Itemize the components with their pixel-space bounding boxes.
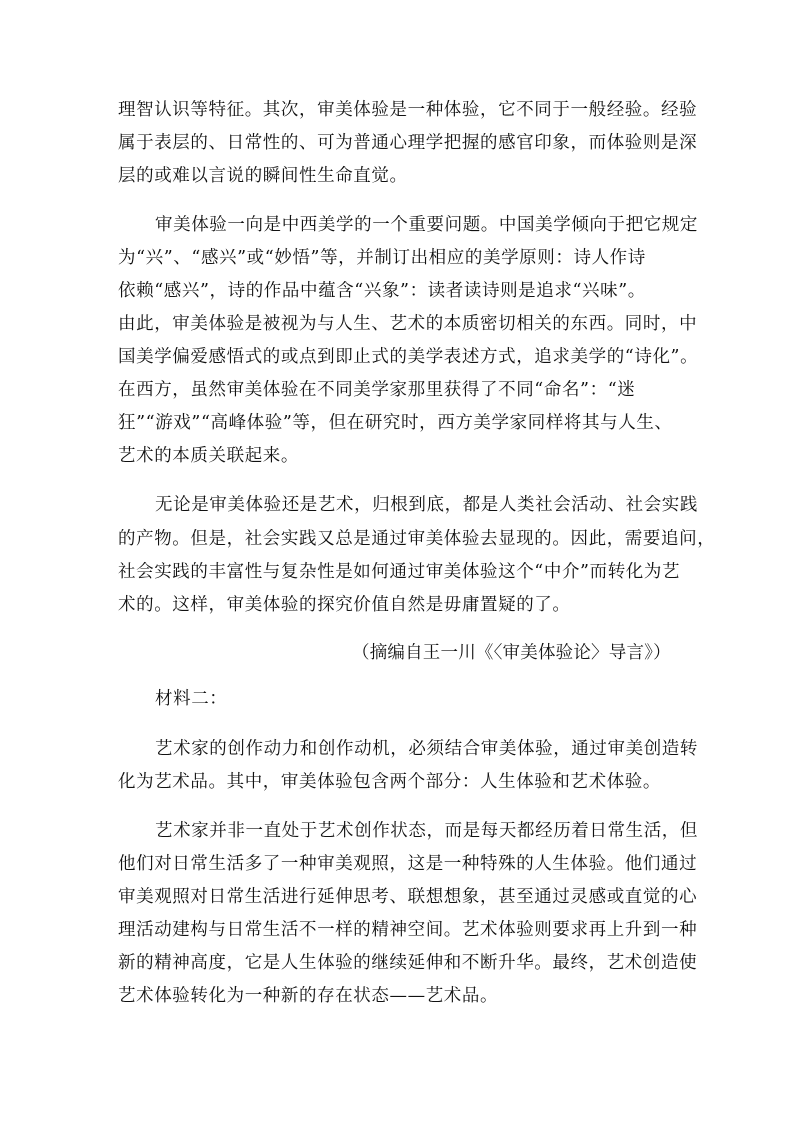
material-heading: 材料二： [155,689,228,709]
paragraph-3-line-4: 术的。这样，审美体验的探究价值自然是毋庸置疑的了。 [118,595,571,615]
paragraph-1-line-1: 理智认识等特征。其次，审美体验是一种体验，它不同于一般经验。经验 [118,100,698,120]
source-citation: （摘编自王一川《〈审美体验论〉导言》） [352,643,671,663]
paragraph-2-line-1: 审美体验一向是中西美学的一个重要问题。中国美学倾向于把它规定 [155,215,698,235]
material-paragraph-2-line-6: 艺术体验转化为一种新的存在状态——艺术品。 [118,986,499,1006]
material-paragraph-2-line-1: 艺术家并非一直处于艺术创作状态，而是每天都经历着日常生活，但 [155,821,698,841]
paragraph-1-line-3: 层的或难以言说的瞬间性生命直觉。 [118,166,408,186]
paragraph-2-line-8: 艺术的本质关联起来。 [118,446,299,466]
material-paragraph-2-line-5: 新的精神高度，它是人生体验的继续延伸和不断升华。最终，艺术创造使 [118,953,698,973]
material-paragraph-2-line-3: 审美观照对日常生活进行延伸思考、联想想象，甚至通过灵感或直觉的心 [118,887,698,907]
paragraph-3-line-3: 社会实践的丰富性与复杂性是如何通过审美体验这个“中介”而转化为艺 [118,562,681,582]
paragraph-3-line-1: 无论是审美体验还是艺术，归根到底，都是人类社会活动、社会实践 [155,495,698,515]
paragraph-3-line-2: 的产物。但是，社会实践又总是通过审美体验去显现的。因此，需要追问， [118,529,716,549]
paragraph-2-line-6: 在西方，虽然审美体验在不同美学家那里获得了不同“命名”：“迷 [118,380,636,400]
material-paragraph-2-line-4: 理活动建构与日常生活不一样的精神空间。艺术体验则要求再上升到一种 [118,920,698,940]
material-paragraph-1-line-2: 化为艺术品。其中，审美体验包含两个部分：人生体验和艺术体验。 [118,772,661,792]
paragraph-2-line-3: 依赖“感兴”，诗的作品中蕴含“兴象”：读者读诗则是追求“兴味”。 [118,281,646,301]
paragraph-2-line-4: 由此，审美体验是被视为与人生、艺术的本质密切相关的东西。同时，中 [118,314,698,334]
material-paragraph-2-line-2: 他们对日常生活多了一种审美观照，这是一种特殊的人生体验。他们通过 [118,854,698,874]
paragraph-1-line-2: 属于表层的、日常性的、可为普通心理学把握的感官印象，而体验则是深 [118,133,698,153]
paragraph-2-line-7: 狂”“游戏”“高峰体验”等，但在研究时，西方美学家同样将其与人生、 [118,413,673,433]
material-paragraph-1-line-1: 艺术家的创作动力和创作动机，必须结合审美体验，通过审美创造转 [155,739,698,759]
paragraph-2-line-5: 国美学偏爱感悟式的或点到即止式的美学表述方式，追求美学的“诗化”。 [118,347,699,367]
paragraph-2-line-2: 为“兴”、“感兴”或“妙悟”等，并制订出相应的美学原则：诗人作诗 [118,248,646,268]
